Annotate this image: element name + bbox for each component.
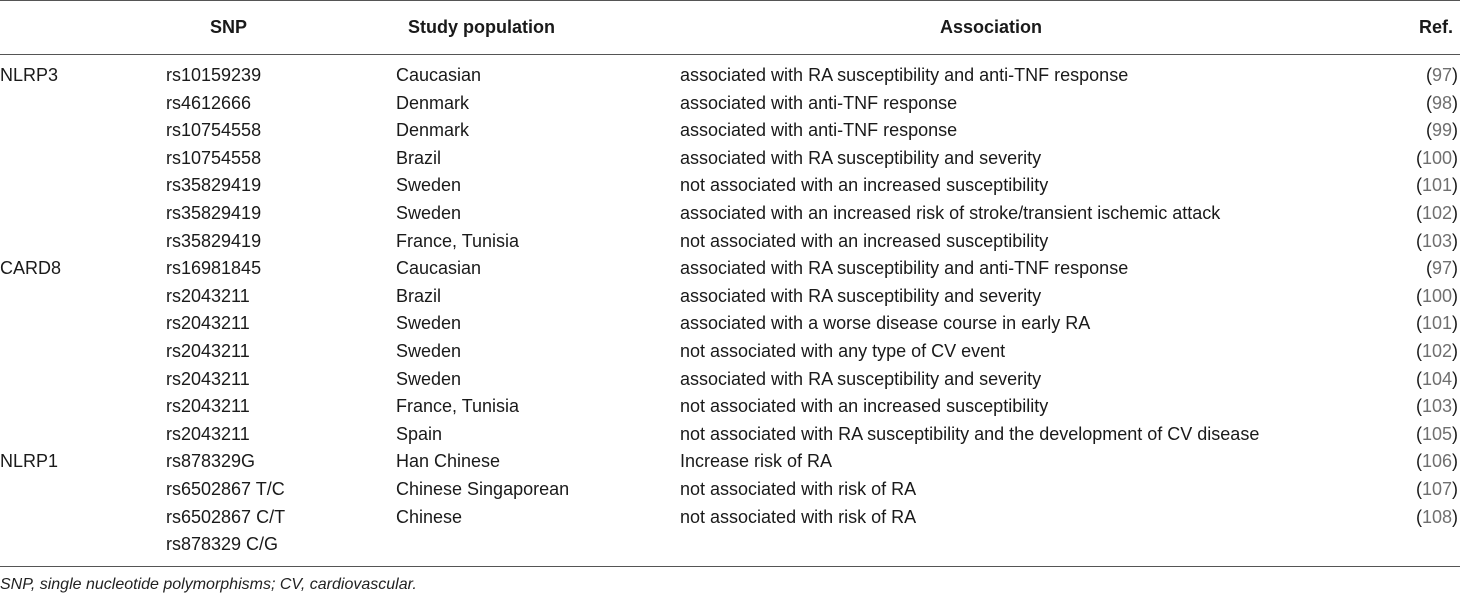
population-cell: Sweden: [396, 313, 462, 334]
ref-link[interactable]: 101: [1421, 175, 1452, 196]
ref-cell: (104): [1415, 368, 1458, 389]
ref-link[interactable]: 103: [1421, 396, 1452, 417]
ref-cell: (102): [1415, 340, 1458, 361]
ref-cell: (97): [1425, 258, 1458, 279]
association-cell: associated with RA susceptibility and severity: [680, 368, 1042, 389]
ref-cell: (108): [1415, 506, 1458, 527]
table-row: [0, 62, 1460, 90]
ref-link[interactable]: 98: [1431, 92, 1452, 113]
population-cell: Sweden: [396, 340, 462, 361]
snp-cell: rs35829419: [166, 202, 262, 223]
table-bottom-rule: [0, 566, 1460, 567]
population-cell: Brazil: [396, 147, 442, 168]
gene-cell: NLRP3: [0, 65, 59, 85]
ref-cell: (107): [1415, 478, 1458, 499]
table-top-rule: [0, 0, 1460, 1]
ref-link[interactable]: 102: [1421, 340, 1452, 361]
ref-link[interactable]: 100: [1421, 285, 1452, 306]
snp-cell: rs16981845: [166, 258, 262, 279]
population-cell: Caucasian: [396, 258, 482, 279]
snp-cell: rs878329G: [166, 451, 256, 472]
snp-cell: rs2043211: [166, 423, 250, 444]
association-cell: not associated with risk of RA: [680, 478, 917, 499]
population-cell: Denmark: [396, 92, 470, 113]
association-cell: not associated with any type of CV event: [680, 340, 1006, 361]
ref-link[interactable]: 99: [1431, 120, 1452, 141]
snp-cell: rs6502867 T/C: [166, 478, 285, 499]
association-cell: associated with RA susceptibility and severity: [680, 147, 1042, 168]
association-cell: not associated with an increased susceptibility: [680, 396, 1049, 417]
association-cell: associated with RA susceptibility and anti-TNF response: [680, 65, 1129, 85]
ref-cell: (100): [1415, 285, 1458, 306]
population-cell: Chinese: [396, 506, 463, 527]
ref-cell: (101): [1415, 313, 1458, 334]
table-row: [0, 393, 1460, 421]
ref-link[interactable]: 101: [1421, 313, 1452, 334]
ref-cell: (99): [1425, 120, 1458, 141]
ref-link[interactable]: 97: [1431, 258, 1452, 279]
association-cell: associated with anti-TNF response: [680, 120, 958, 141]
ref-link[interactable]: 107: [1421, 478, 1452, 499]
table-row: [0, 448, 1460, 476]
ref-link[interactable]: 102: [1421, 202, 1452, 223]
table-row: [0, 90, 1460, 118]
snp-cell: rs6502867 C/T: [166, 506, 286, 527]
table-row: [0, 504, 1460, 532]
table-row: [0, 172, 1460, 200]
ref-link[interactable]: 100: [1421, 147, 1452, 168]
ref-cell: (103): [1415, 230, 1458, 251]
association-cell: associated with anti-TNF response: [680, 92, 958, 113]
association-cell: associated with RA susceptibility and anti-TNF response: [680, 258, 1129, 279]
table-footnote: SNP, single nucleotide polymorphisms; CV, cardiovascular.: [0, 576, 417, 593]
ref-cell: (106): [1415, 451, 1458, 472]
association-cell: associated with an increased risk of stroke/transient ischemic attack: [680, 202, 1221, 223]
table-row: [0, 255, 1460, 283]
table-row: [0, 283, 1460, 311]
snp-cell: rs35829419: [166, 175, 262, 196]
ref-link[interactable]: 106: [1421, 451, 1452, 472]
snp-cell: rs35829419: [166, 230, 262, 251]
ref-link[interactable]: 108: [1421, 506, 1452, 527]
table-row: [0, 200, 1460, 228]
population-cell: Han Chinese: [396, 451, 501, 472]
ref-cell: (103): [1415, 396, 1458, 417]
snp-cell: rs4612666: [166, 92, 252, 113]
snp-cell: rs10754558: [166, 147, 262, 168]
header-snp: SNP: [210, 17, 248, 37]
population-cell: Sweden: [396, 202, 462, 223]
snp-cell: rs2043211: [166, 340, 250, 361]
ref-cell: (98): [1425, 92, 1458, 113]
snp-cell: rs10159239: [166, 65, 262, 85]
ref-link[interactable]: 97: [1431, 65, 1452, 85]
table-row: [0, 228, 1460, 256]
snp-cell: rs2043211: [166, 285, 250, 306]
snp-cell: rs878329 C/G: [166, 534, 279, 555]
table-row: [0, 366, 1460, 394]
population-cell: Caucasian: [396, 65, 482, 85]
association-cell: not associated with an increased susceptibility: [680, 230, 1049, 251]
snp-cell: rs2043211: [166, 368, 250, 389]
table-row: [0, 531, 1460, 559]
table-row: [0, 310, 1460, 338]
association-cell: not associated with risk of RA: [680, 506, 917, 527]
table-row: [0, 476, 1460, 504]
snp-cell: rs2043211: [166, 396, 250, 417]
population-cell: Chinese Singaporean: [396, 478, 570, 499]
ref-cell: (101): [1415, 175, 1458, 196]
table-row: [0, 117, 1460, 145]
ref-cell: (97): [1425, 65, 1458, 85]
snp-cell: rs2043211: [166, 313, 250, 334]
population-cell: Sweden: [396, 368, 462, 389]
gene-cell: NLRP1: [0, 451, 59, 472]
association-cell: associated with a worse disease course in early RA: [680, 313, 1091, 334]
population-cell: Sweden: [396, 175, 462, 196]
table-row: [0, 145, 1460, 173]
association-cell: associated with RA susceptibility and severity: [680, 285, 1042, 306]
table-body: [0, 62, 1460, 559]
population-cell: Brazil: [396, 285, 442, 306]
ref-cell: (100): [1415, 147, 1458, 168]
association-cell: Increase risk of RA: [680, 451, 833, 472]
header-rule: [0, 54, 1460, 55]
table-row: [0, 338, 1460, 366]
population-cell: Spain: [396, 423, 443, 444]
ref-link[interactable]: 104: [1421, 368, 1452, 389]
association-cell: not associated with RA susceptibility and the development of CV disease: [680, 423, 1260, 444]
ref-cell: (105): [1415, 423, 1458, 444]
header-study-population: Study population: [408, 17, 555, 37]
header-association: Association: [940, 17, 1043, 37]
header-ref: Ref.: [1418, 17, 1453, 37]
association-cell: not associated with an increased susceptibility: [680, 175, 1049, 196]
population-cell: France, Tunisia: [396, 396, 520, 417]
ref-link[interactable]: 103: [1421, 230, 1452, 251]
population-cell: Denmark: [396, 120, 470, 141]
gene-cell: CARD8: [0, 258, 62, 279]
ref-cell: (102): [1415, 202, 1458, 223]
table-row: [0, 421, 1460, 449]
ref-link[interactable]: 105: [1421, 423, 1452, 444]
population-cell: France, Tunisia: [396, 230, 520, 251]
snp-cell: rs10754558: [166, 120, 262, 141]
